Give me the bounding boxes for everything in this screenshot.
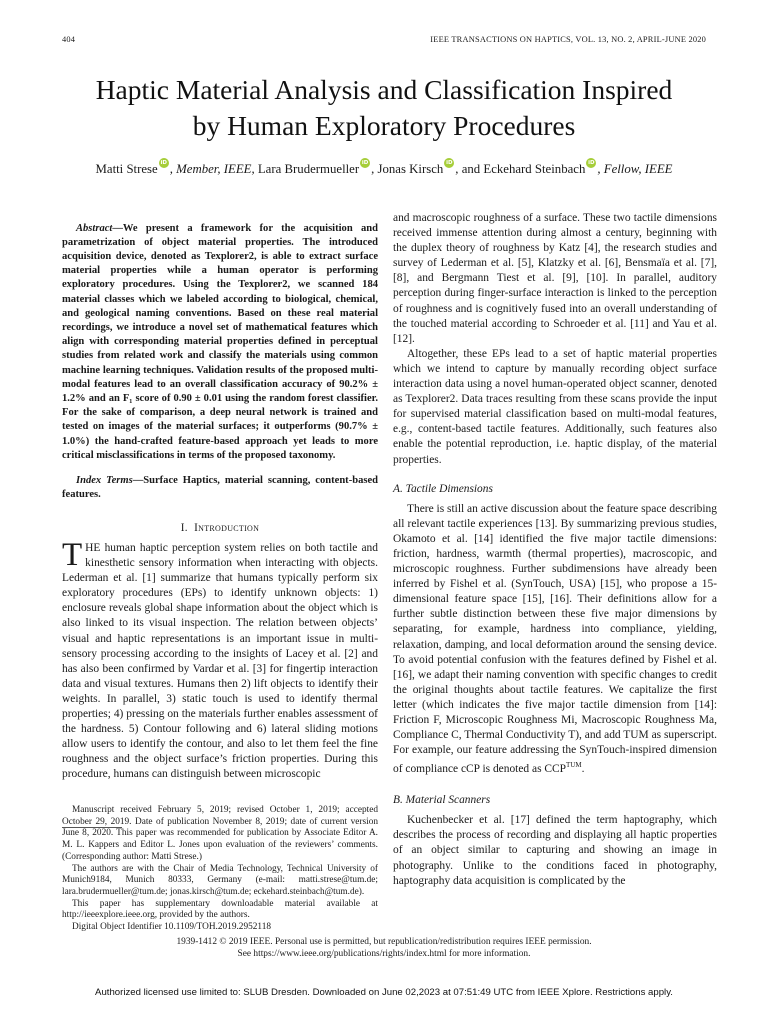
superscript: TUM xyxy=(566,761,582,770)
intro-text: HE human haptic perception system relies on both tactile and kinesthetic sensory information when interacting with objects. Lederman et al. [1] summarize that humans typically perform six exploratory procedures (EPs) to identify unknown objects: 1) enclosure reveals global shape information about the object which is also linked to its visual inspection. The relation between objects’ visual and haptic representations is an important issue in multi-sensory processing according to the insights of Lacey et al. [2] and has also been confirmed by Vardar et al. [3] for fingertip interaction data and visual textures. Humans then 2) lift objects to identify their weights. In parallel, 3) static touch is used to identify thermal properties; 4) pressing on the materials further enables assessment of the hardness. 5) Contour following and 6) lateral sliding motions allow users to identify the contour, and also to let them feel the fine roughness and the object surface’s friction properties. During this procedure, humans can distinguish between microscopic xyxy=(62,541,378,781)
paragraph: Kuchenbecker et al. [17] defined the term haptography, which describes the process of recording and displaying all haptic properties of an object similar to capturing and showing an image in photography. Unlike to the conditions faced in photography, haptography data acquisition is complicated by the xyxy=(393,814,717,887)
title-line-1: Haptic Material Analysis and Classification Inspired xyxy=(95,74,673,105)
author-affil: , Member, IEEE, xyxy=(169,162,258,176)
tactile-text: There is still an active discussion about the feature space describing all relevant tactile experiences [13]. By summarizing previous studies, Okamoto et al. [14] identified the five major tactile dimensions: friction, hardness, warmth (thermal properties), macroscopic, and microscopic roughness. Further subdimensions have already been inferred by Fishel et al. (SynTouch, USA) [15], who propose a 15-dimensional feature space [15], [16]. Their definitions allow for a further subtle distinction between these five major dimensions by separating, for example, hardness into compliance, yielding, relaxation, damping, and local deformation around the sensing device. To avoid potential confusion with the features defined by Fishel et al. [16], we adapt their naming convention with specific changes to credit the original thoughts about tactile features. We capitalize the first letter (which indicates the five major tactile dimension from [14]: Friction F, Microscopic Roughness Mi, Macroscopic Roughness Ma, Compliance C, Thermal Conductivity T), and add TUM as superscript. For example, our feature addressing the SynTouch-inspired dimension of compliance cCP is denoted as CCP xyxy=(393,502,718,776)
author-affil: , Fellow, IEEE xyxy=(597,162,673,176)
index-terms xyxy=(62,474,378,502)
author-list xyxy=(0,158,768,177)
drop-cap: T xyxy=(62,536,83,573)
intro-paragraph xyxy=(62,536,378,783)
index-terms-label: Index Terms xyxy=(76,474,133,486)
section-title: Introduction xyxy=(194,521,260,534)
orcid-icon[interactable] xyxy=(159,158,169,168)
orcid-icon[interactable] xyxy=(586,158,596,168)
paragraph: and macroscopic roughness of a surface. These two tactile dimensions received immense attention during almost a century, beginning with the duplex theory of roughness by Katz [4], the research studies and survey of Lederman et al. [5], Klatzky et al. [6], Bensmaïa et al. [7], [8], and Bergmann Tiest et al. [9], [10]. In parallel, auditory perception during finger-surface interaction is linked to the perception of roughness and is cognitively fused into an overall understanding of the touched material according to Schroeder et al. [11] and Yau et al. [12]. xyxy=(393,212,717,345)
author-name: Eckehard Steinbach xyxy=(483,162,586,176)
author-sep: , xyxy=(371,162,378,176)
author-sep: , and xyxy=(455,162,484,176)
copyright-notice xyxy=(0,936,768,960)
abstract xyxy=(62,222,378,463)
footnotes xyxy=(62,805,378,934)
subsection-heading: B. Material Scanners xyxy=(393,794,491,807)
footnote-affiliation: The authors are with the Chair of Media Technology, Technical University of Munich9184, Munich 80333, Germany (e-mail: matti.strese@tum.de; lara.brudermueller@tum.de; jonas.kirsch@tum.de; eckehard.steinbach@tum.de). xyxy=(62,863,378,897)
paragraph: Altogether, these EPs lead to a set of haptic material properties which we intend to capture by manually recording object surface interaction data using a novel human-operated object scanner, denoted as Texplorer2. Data traces resulting from these scans provide the input for supervised material classification based on multi-modal features, e.g., content-based tactile features. Additionally, such features also enable the potential reproduction, i.e. haptic display, of the material properties. xyxy=(393,347,717,466)
author-name: Matti Strese xyxy=(95,162,158,176)
copyright-line: 1939-1412 © 2019 IEEE. Personal use is permitted, but republication/redistribution requires IEEE permission. xyxy=(176,937,592,947)
author-name: Lara Brudermueller xyxy=(257,162,360,176)
title-line-2: by Human Exploratory Procedures xyxy=(192,110,576,141)
orcid-icon[interactable] xyxy=(444,158,454,168)
section-heading xyxy=(62,522,378,534)
left-column xyxy=(62,211,378,782)
paragraph xyxy=(393,502,717,778)
journal-header: IEEE TRANSACTIONS ON HAPTICS, VOL. 13, NO. 2, APRIL-JUNE 2020 xyxy=(430,35,706,44)
abstract-label: Abstract xyxy=(76,222,113,234)
author-name: Jonas Kirsch xyxy=(377,162,444,176)
subsection-heading: A. Tactile Dimensions xyxy=(393,482,493,495)
rights-link[interactable]: See https://www.ieee.org/publications/rights/index.html for more information. xyxy=(237,949,531,959)
paper-title xyxy=(0,72,768,144)
right-column xyxy=(393,211,717,889)
orcid-icon[interactable] xyxy=(360,158,370,168)
footnote-manuscript: Manuscript received February 5, 2019; revised October 1, 2019; accepted October 29, 2019. Date of publication November 8, 2019; date of current version June 8, 2020. This paper was recommended for publication by Associate Editor A. M. L. Kappers and Editor L. Jones upon evaluation of the reviewers’ comments. (Corresponding author: Matti Strese.) xyxy=(62,805,378,862)
index-terms-text: —Surface Haptics, material scanning, content-based features. xyxy=(62,474,378,500)
license-banner: Authorized licensed use limited to: SLUB Dresden. Downloaded on June 02,2023 at 07:51:49 UTC from IEEE Xplore. Restrictions apply. xyxy=(95,987,673,998)
page-number: 404 xyxy=(62,35,76,44)
section-number: I. xyxy=(180,521,188,534)
abstract-text: —We present a framework for the acquisition and parametrization of object material properties. The introduced acquisition device, denoted as Texplorer2, is able to extract surface material properties while a human operator is performing exploratory procedures. Using the Texplorer2, we scanned 184 material classes which we labeled according to biological, chemical, and geological naming conventions. Based on these real material recordings, we introduce a novel set of mathematical features which align with corresponding material properties defined in perceptual studies from related work and classify the materials using common machine learning techniques. Validation results of the proposed multi-modal features lead to an overall classification accuracy of 90.2% ± 1.2% and an F₁ score of 0.90 ± 0.01 using the random forest classifier. For the sake of comparison, a deep neural network is trained and tested on images of the material surfaces; it outperforms (90.7% ± 1.0%) the hand-crafted feature-based approach yet leads to more critical misclassifications in terms of the proposed taxonomy. xyxy=(62,222,378,461)
period: . xyxy=(581,763,585,776)
footnote-doi: Digital Object Identifier 10.1109/TOH.2019.2952118 xyxy=(72,922,271,933)
footnote-supplementary: This paper has supplementary downloadable material available at http://ieeexplore.ieee.org, provided by the authors. xyxy=(62,898,378,921)
